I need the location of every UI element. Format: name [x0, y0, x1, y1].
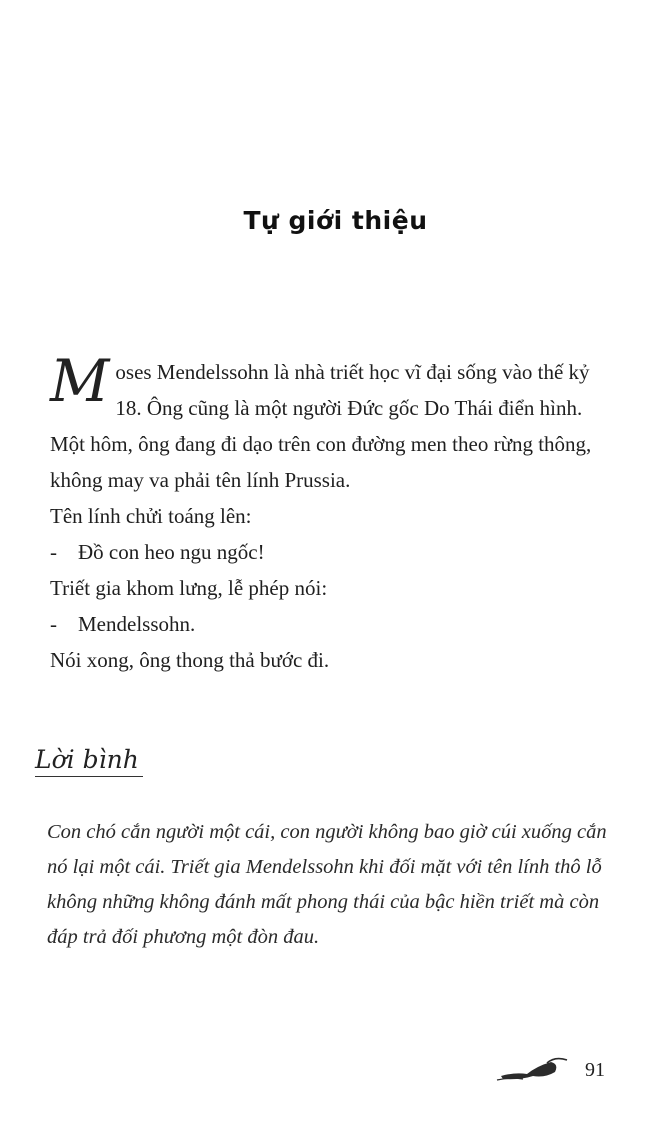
paragraph-1-text: oses Mendelssohn là nhà triết học vĩ đại sống vào thế kỷ 18. Ông cũng là một người Đức gốc Do Thái điển hình. — [115, 360, 590, 420]
dialogue-dash: - — [50, 540, 57, 564]
dialogue-dash: - — [50, 612, 57, 636]
commentary-text: Con chó cắn người một cái, con người không bao giờ cúi xuống cắn nó lại một cái. Triết gia Mendelssohn khi đối mặt với tên lính thô lỗ không những không đánh mất phong thái của bậc hiền triết mà còn đáp trả đối phương một đòn đau. — [47, 821, 607, 948]
paragraph-2: Một hôm, ông đang đi dạo trên con đường men theo rừng thông, không may va phải tên lính Prussia. — [50, 432, 592, 492]
pen-nib-ornament-icon — [493, 1052, 573, 1088]
dropcap-letter: M — [50, 347, 110, 415]
paragraph-5: Nói xong, ông thong thả bước đi. — [50, 648, 330, 672]
dialogue-line-1-text: Đồ con heo ngu ngốc! — [78, 540, 265, 564]
paragraph-1 — [50, 347, 610, 426]
dialogue-line-2-text: Mendelssohn. — [78, 612, 196, 636]
page-number: 91 — [585, 1058, 605, 1081]
page-footer — [475, 1050, 605, 1090]
dialogue-line-1 — [50, 534, 610, 570]
page-title: Tự giới thiệu — [243, 206, 428, 235]
story-body — [50, 340, 610, 678]
paragraph-4: Triết gia khom lưng, lễ phép nói: — [50, 576, 328, 600]
commentary-heading: Lời bình — [35, 745, 143, 777]
paragraph-3: Tên lính chửi toáng lên: — [50, 504, 252, 528]
dialogue-line-2 — [50, 606, 610, 642]
